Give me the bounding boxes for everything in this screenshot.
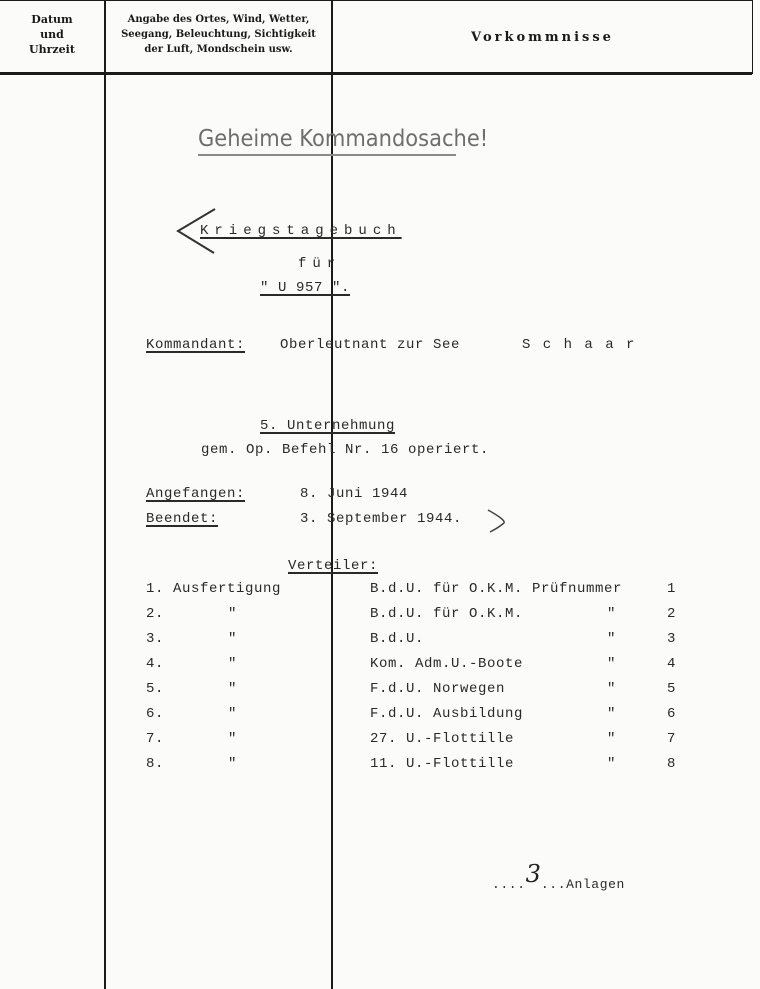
list-item	[0, 681, 760, 706]
header-ort: Angabe des Ortes, Wind, Wetter, Seegang, Beleuchtung, Sichtigkeit der Luft, Mondschein usw.	[121, 14, 316, 55]
ditto-mark: "	[228, 731, 238, 747]
check-number: 2	[667, 606, 677, 622]
header-vorkommnisse: Vorkommnisse	[471, 30, 614, 45]
ditto-mark: "	[607, 706, 617, 722]
start-value: 8. Juni 1944	[300, 486, 409, 502]
end-value: 3. September 1944.	[300, 511, 463, 527]
start-label: Angefangen:	[146, 486, 246, 502]
list-item	[0, 731, 760, 756]
recipient: F.d.U. Ausbildung	[370, 706, 524, 722]
list-item	[0, 581, 760, 606]
anlagen-line	[492, 860, 625, 894]
recipient: B.d.U. für O.K.M.	[370, 606, 524, 622]
copy-number: 1. Ausfertigung	[146, 581, 282, 597]
ditto-mark: "	[607, 606, 617, 622]
ditto-mark: "	[228, 756, 238, 772]
check-number: 7	[667, 731, 677, 747]
secret-stamp: Geheime Kommandosache!	[198, 124, 489, 152]
copy-number: 5.	[146, 681, 165, 697]
top-border	[0, 0, 752, 1]
check-number: 6	[667, 706, 677, 722]
ditto-mark: "	[228, 656, 238, 672]
end-label: Beendet:	[146, 511, 219, 527]
copy-number: 3.	[146, 631, 165, 647]
recipient: Kom. Adm.U.-Boote	[370, 656, 524, 672]
title-boat: " U 957 ".	[260, 280, 351, 296]
check-number: 1	[667, 581, 677, 597]
copy-number: 4.	[146, 656, 165, 672]
ditto-mark: "	[228, 681, 238, 697]
check-number: 5	[667, 681, 677, 697]
copy-number: 2.	[146, 606, 165, 622]
check-mark-icon	[484, 506, 510, 536]
recipient: 11. U.-Flottille	[370, 756, 515, 772]
ditto-mark: "	[607, 681, 617, 697]
right-border	[752, 0, 753, 74]
recipient: F.d.U. Norwegen	[370, 681, 506, 697]
unternehmung-subtitle: gem. Op. Befehl Nr. 16 operiert.	[201, 442, 490, 458]
ditto-mark: "	[228, 631, 238, 647]
column-rule-1	[104, 0, 106, 989]
recipient: B.d.U. für O.K.M. Prüfnummer	[370, 581, 623, 597]
title-kriegstagebuch: Kriegstagebuch	[200, 223, 402, 239]
kommandant-rank: Oberleutnant zur See	[280, 337, 461, 353]
copy-number: 8.	[146, 756, 165, 772]
check-number: 3	[667, 631, 677, 647]
verteiler-title: Verteiler:	[288, 558, 379, 574]
ditto-mark: "	[228, 606, 238, 622]
ditto-mark: "	[228, 706, 238, 722]
verteiler-list	[0, 581, 760, 781]
list-item	[0, 631, 760, 656]
title-fuer: für	[298, 256, 342, 272]
recipient: B.d.U.	[370, 631, 425, 647]
anlagen-prefix: ....	[492, 877, 526, 892]
anlagen-suffix: ...Anlagen	[540, 877, 625, 892]
ditto-mark: "	[607, 756, 617, 772]
anlagen-count: 3	[525, 860, 541, 888]
list-item	[0, 706, 760, 731]
check-number: 8	[667, 756, 677, 772]
ditto-mark: "	[607, 731, 617, 747]
list-item	[0, 606, 760, 631]
list-item	[0, 656, 760, 681]
header-rule	[0, 72, 752, 75]
check-number: 4	[667, 656, 677, 672]
header-datum: Datum und Uhrzeit	[29, 13, 75, 56]
kommandant-name: S c h a a r	[522, 337, 637, 353]
list-item	[0, 756, 760, 781]
stamp-underline	[198, 154, 456, 156]
copy-number: 7.	[146, 731, 165, 747]
recipient: 27. U.-Flottille	[370, 731, 515, 747]
ditto-mark: "	[607, 631, 617, 647]
kommandant-label: Kommandant:	[146, 337, 246, 353]
unternehmung-title: 5. Unternehmung	[260, 418, 396, 434]
ditto-mark: "	[607, 656, 617, 672]
copy-number: 6.	[146, 706, 165, 722]
